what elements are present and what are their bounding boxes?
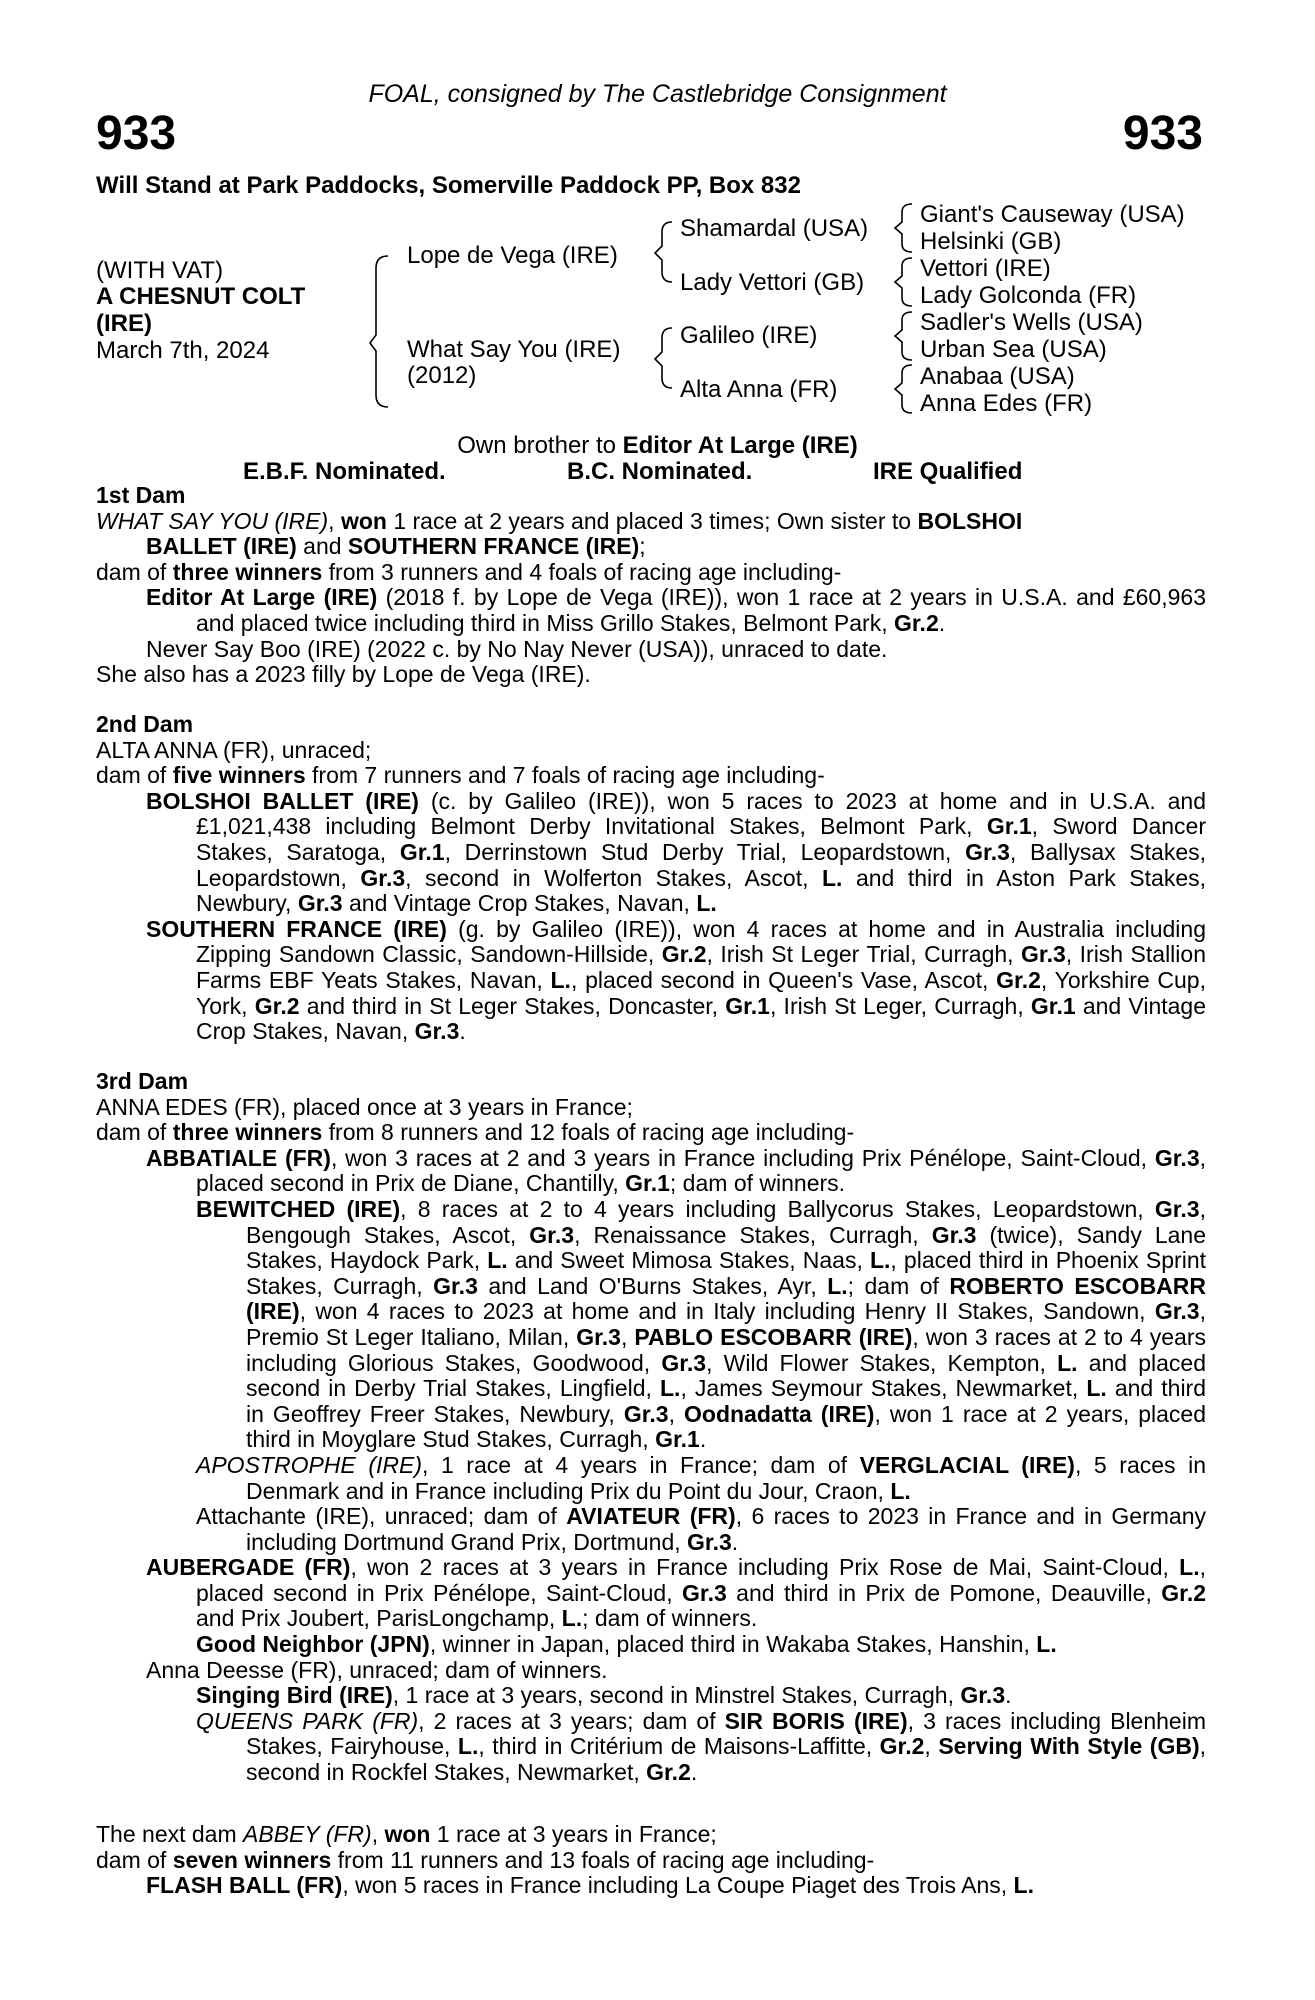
section-next-dam (96, 1822, 1206, 1899)
vat-note: (WITH VAT) (96, 257, 224, 284)
bracket-sire (655, 222, 672, 282)
ebf-nominated: E.B.F. Nominated. (243, 458, 446, 485)
second-dam-heading: 2nd Dam (96, 711, 194, 737)
produce-bewitched: BEWITCHED (IRE), 8 races at 2 to 4 years including Ballycorus Stakes, Leopardstown, Gr.3, Bengough Stakes, Ascot, Gr.3, Renaissance Stakes, Curragh, Gr.3 (twice), Sandy Lane Stakes, Haydock Park, L. and Sweet Mimosa Stakes, Naas, L., placed third in Phoenix Sprint Stakes, Curragh, Gr.3 and Land O'Burns Stakes, Ayr, L.; dam of ROBERTO ESCOBARR (IRE), won 4 races to 2023 at home and in Italy including Henry II Stakes, Sandown, Gr.3, Premio St Leger Italiano, Milan, Gr.3, PABLO ESCOBARR (IRE), won 3 races at 2 to 4 years including Glorious Stakes, Goodwood, Gr.3, Wild Flower Stakes, Kempton, L. and placed second in Derby Trial Stakes, Lingfield, L., James Seymour Stakes, Newmarket, L. and third in Geoffrey Freer Stakes, Newbury, Gr.3, Oodnadatta (IRE), won 1 race at 2 years, placed third in Moyglare Stud Stakes, Curragh, Gr.1. (196, 1195, 1207, 1453)
ire-qualified: IRE Qualified (873, 458, 1023, 485)
pedigree-dsd: Urban Sea (USA) (920, 336, 1107, 363)
bracket-dam (655, 328, 672, 388)
produce-abbatiale: ABBATIALE (FR), won 3 races at 2 and 3 years in France including Prix Pénélope, Saint-Cloud, Gr.3, placed second in Prix de Diane, Chantilly, Gr.1; dam of winners. (146, 1144, 1207, 1197)
first-dam-line1: WHAT SAY YOU (IRE), won 1 race at 2 years and placed 3 times; Own sister to BOLSHOI (96, 507, 1023, 534)
pedigree-sire-dam: Lady Vettori (GB) (680, 269, 865, 296)
pedigree-dam-sire: Galileo (IRE) (680, 322, 818, 349)
produce-anna-deesse: Anna Deesse (FR), unraced; dam of winners. (146, 1656, 608, 1683)
bracket-sd (895, 258, 912, 306)
second-dam-produce-summary: dam of five winners from 7 runners and 7 foals of racing age including- (96, 762, 825, 789)
pedigree-sds: Vettori (IRE) (920, 255, 1051, 282)
section-first-dam (96, 483, 1206, 688)
pedigree-sire: Lope de Vega (IRE) (407, 242, 618, 269)
bracket-dd (895, 365, 912, 413)
own-brother-note: Own brother to Editor At Large (IRE) (457, 432, 858, 459)
section-second-dam (96, 712, 1206, 1045)
produce-2023-filly: She also has a 2023 filly by Lope de Vega (IRE). (96, 661, 591, 688)
bracket-ss (895, 204, 912, 252)
horse-country: (IRE) (96, 310, 152, 337)
pedigree-dds: Anabaa (USA) (920, 363, 1075, 390)
pedigree-sire-sire: Shamardal (USA) (680, 215, 869, 242)
third-dam-line1: ANNA EDES (FR), placed once at 3 years in France; (96, 1093, 633, 1120)
pedigree-sss: Giant's Causeway (USA) (920, 201, 1185, 228)
lot-number-right: 933 (1122, 107, 1203, 160)
produce-flash-ball: FLASH BALL (FR), won 5 races in France including La Coupe Piaget des Trois Ans, L. (146, 1872, 1034, 1899)
bc-nominated: B.C. Nominated. (567, 458, 753, 485)
second-dam-line1: ALTA ANNA (FR), unraced; (96, 736, 372, 763)
produce-apostrophe: APOSTROPHE (IRE), 1 race at 4 years in France; dam of VERGLACIAL (IRE), 5 races in Denmark and in France including Prix du Point du Jour, Craon, L. (196, 1451, 1207, 1504)
produce-bolshoi-ballet: BOLSHOI BALLET (IRE) (c. by Galileo (IRE)), won 5 races to 2023 at home and in U.S.A. and £1,021,438 including Belmont Derby Invitational Stakes, Belmont Park, Gr.1, Sword Dancer Stakes, Saratoga, Gr.1, Derrinstown Stud Derby Trial, Leopardstown, Gr.3, Ballysax Stakes, Leopardstown, Gr.3, second in Wolferton Stakes, Ascot, L. and third in Aston Park Stakes, Newbury, Gr.3 and Vintage Crop Stakes, Navan, L. (146, 787, 1207, 917)
next-dam-produce-summary: dam of seven winners from 11 runners and 13 foals of racing age including- (96, 1846, 875, 1873)
third-dam-heading: 3rd Dam (96, 1068, 189, 1094)
pedigree-ddd: Anna Edes (FR) (920, 390, 1093, 417)
pedigree-sdd: Lady Golconda (FR) (920, 282, 1137, 309)
produce-editor-at-large: Editor At Large (IRE) (2018 f. by Lope de Vega (IRE)), won 1 race at 2 years in U.S.A. and £60,963 and placed twice including third in Miss Grillo Stakes, Belmont Park, Gr.2. (146, 584, 1206, 636)
section-third-dam (96, 1069, 1206, 1786)
consignment-line: FOAL, consigned by The Castlebridge Consignment (368, 80, 947, 108)
first-dam-line2: BALLET (IRE) and SOUTHERN FRANCE (IRE); (146, 533, 646, 560)
stand-location: Will Stand at Park Paddocks, Somerville Paddock PP, Box 832 (96, 172, 801, 199)
produce-attachante: Attachante (IRE), unraced; dam of AVIATEUR (FR), 6 races to 2023 in France and in Germany including Dortmund Grand Prix, Dortmund, Gr.3. (196, 1503, 1206, 1555)
pedigree-dam: What Say You (IRE) (407, 336, 621, 363)
lot-number-left: 933 (96, 107, 177, 160)
pedigree-ssd: Helsinki (GB) (920, 228, 1062, 255)
bracket-ds (895, 312, 912, 360)
pedigree-dam-year: (2012) (407, 362, 477, 389)
third-dam-produce-summary: dam of three winners from 8 runners and 12 foals of racing age including- (96, 1119, 855, 1146)
produce-aubergade: AUBERGADE (FR), won 2 races at 3 years in France including Prix Rose de Mai, Saint-Cloud, L., placed second in Prix Pénélope, Saint-Cloud, Gr.3 and third in Prix de Pomone, Deauville, Gr.2 and Prix Joubert, ParisLongchamp, L.; dam of winners. (146, 1554, 1207, 1632)
produce-good-neighbor: Good Neighbor (JPN), winner in Japan, placed third in Wakaba Stakes, Hanshin, L. (196, 1631, 1057, 1658)
next-dam-line1: The next dam ABBEY (FR), won 1 race at 3 years in France; (96, 1821, 717, 1847)
produce-never-say-boo: Never Say Boo (IRE) (2022 c. by No Nay Never (USA)), unraced to date. (146, 635, 888, 662)
first-dam-produce-summary: dam of three winners from 3 runners and 4 foals of racing age including- (96, 558, 842, 585)
bracket-main (370, 256, 388, 407)
produce-southern-france: SOUTHERN FRANCE (IRE) (g. by Galileo (IRE)), won 4 races at home and in Australia including Zipping Sandown Classic, Sandown-Hillside, Gr.2, Irish St Leger Trial, Curragh, Gr.3, Irish Stallion Farms EBF Yeats Stakes, Navan, L., placed second in Queen's Vase, Ascot, Gr.2, Yorkshire Cup, York, Gr.2 and third in St Leger Stakes, Doncaster, Gr.1, Irish St Leger, Curragh, Gr.1 and Vintage Crop Stakes, Navan, Gr.3. (146, 915, 1207, 1045)
produce-queens-park: QUEENS PARK (FR), 2 races at 3 years; dam of SIR BORIS (IRE), 3 races including Blenheim Stakes, Fairyhouse, L., third in Critérium de Maisons-Laffitte, Gr.2, Serving With Style (GB), second in Rockfel Stakes, Newmarket, Gr.2. (196, 1707, 1207, 1786)
pedigree-dam-dam: Alta Anna (FR) (680, 376, 838, 403)
horse-dob: March 7th, 2024 (96, 337, 270, 364)
horse-name: A CHESNUT COLT (96, 283, 306, 310)
first-dam-heading: 1st Dam (96, 482, 186, 508)
pedigree-dss: Sadler's Wells (USA) (920, 309, 1143, 336)
produce-singing-bird: Singing Bird (IRE), 1 race at 3 years, second in Minstrel Stakes, Curragh, Gr.3. (196, 1682, 1012, 1709)
